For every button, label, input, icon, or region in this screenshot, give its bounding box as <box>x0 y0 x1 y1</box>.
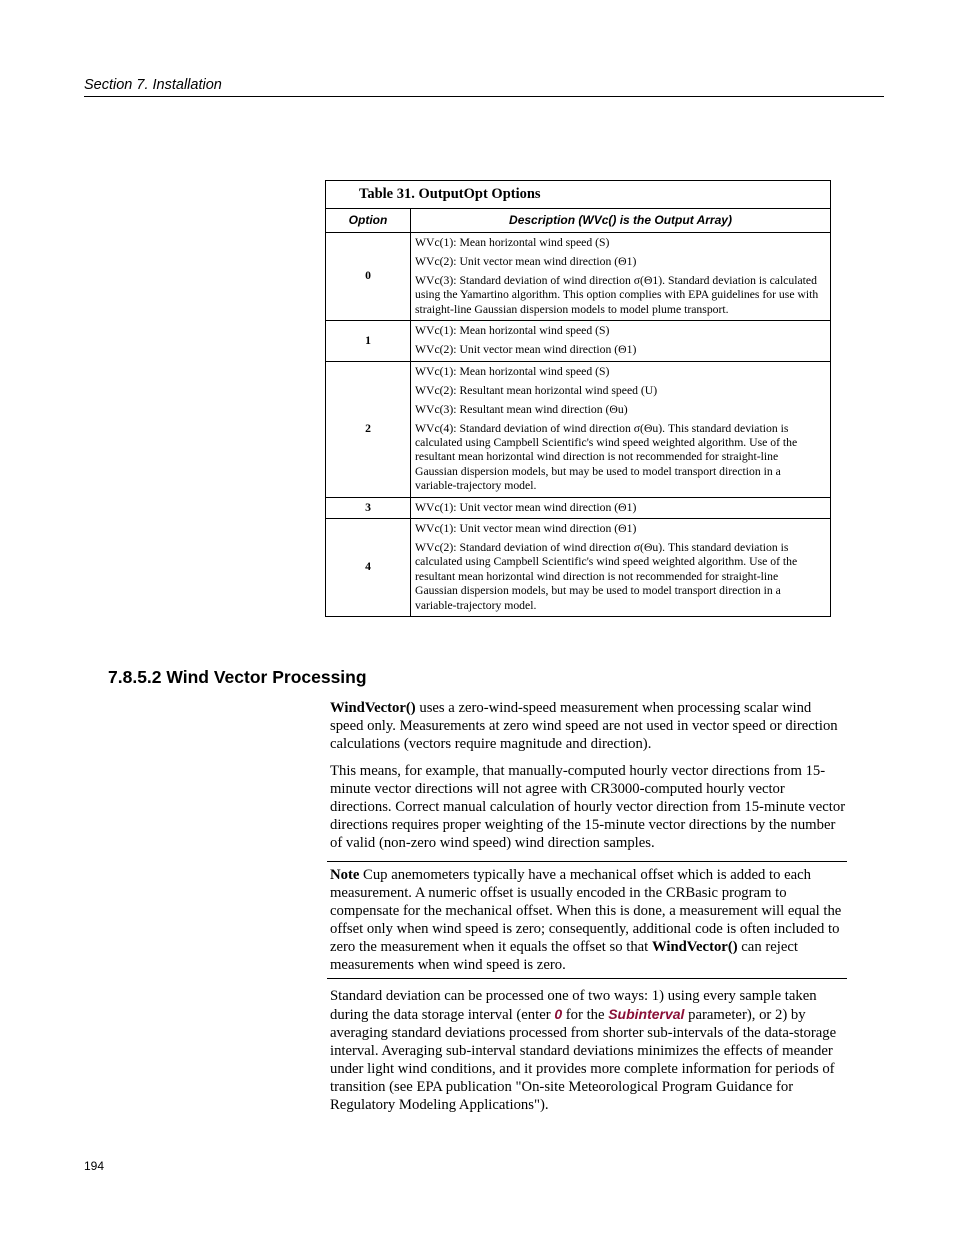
code-keyword: WindVector() <box>651 939 738 955</box>
running-header: Section 7. Installation <box>84 77 884 97</box>
description-line: WVc(3): Standard deviation of wind direction σ(Θ1). Standard deviation is calculated using the Yamartino algorithm. This option complies with EPA guidelines for use with straight-line Gaussian dispersion models to model plume transport. <box>415 274 819 316</box>
option-value: 1 <box>326 321 411 361</box>
paragraph-text: uses a zero-wind-speed measurement when processing scalar wind speed only. Measurements at zero wind speed are not used in vector speed or direction calculations (vectors require magnitude and direction). <box>330 700 838 752</box>
description-line: WVc(3): Resultant mean wind direction (Θu) <box>415 402 628 416</box>
description-line: WVc(1): Mean horizontal wind speed (S) <box>415 324 610 338</box>
table-row <box>326 233 831 321</box>
option-value: 0 <box>326 233 411 321</box>
table-row <box>326 497 831 518</box>
paragraph-text: Standard deviation can be processed one of two ways: 1) using every sample taken during the data storage interval (enter <box>330 988 817 1023</box>
column-header-option: Option <box>326 209 411 233</box>
page-number: 194 <box>84 1159 105 1173</box>
table-caption: Table 31. OutputOpt Options <box>326 181 831 209</box>
parameter-keyword: 0 <box>554 1006 563 1022</box>
note-text: Cup anemometers typically have a mechanical offset which is added to each measurement. A numeric offset is usually encoded in the CRBasic program to compensate for the mechanical offset. When this is done, a measurement will equal the offset only when wind speed is zero; consequently, additional code is often included to zero the measurement when it equals the offset so that <box>330 867 842 955</box>
outputopt-options-table <box>325 180 831 617</box>
note-label: Note <box>330 867 360 883</box>
option-description <box>411 497 831 518</box>
note-text-end: can reject measurements when wind speed is zero. <box>330 939 798 973</box>
description-line: WVc(2): Resultant mean horizontal wind speed (U) <box>415 383 658 397</box>
table-row <box>326 519 831 617</box>
paragraph-standard-deviation <box>330 987 848 1114</box>
paragraph-text: parameter), or 2) by averaging standard deviations processed from shorter sub-intervals of the data-storage interval. Averaging sub-interval standard deviations minimizes the effects of meander under light wind conditions, and it provides more complete information for periods of transition (see EPA publication "On-site Meteorological Program Guidance for Regulatory Modeling Applications"). <box>330 1007 837 1113</box>
section-heading: 7.8.5.2 Wind Vector Processing <box>108 667 367 687</box>
option-value: 2 <box>326 361 411 497</box>
description-line: WVc(2): Unit vector mean wind direction (Θ1) <box>415 255 637 268</box>
option-description <box>411 361 831 497</box>
table-row <box>326 361 831 497</box>
description-line: WVc(2): Standard deviation of wind direction σ(Θu). This standard deviation is calculated using Campbell Scientific's wind speed weighted algorithm. Use of the resultant mean horizontal wind direction is not recommended for straight-line Gaussian dispersion models, but may be used to model transport direction in a variable-trajectory model. <box>415 541 798 612</box>
paragraph-text: for the <box>562 1007 609 1023</box>
description-line: WVc(1): Mean horizontal wind speed (S) <box>415 236 610 249</box>
paragraph-windvector-intro <box>330 699 848 753</box>
parameter-keyword: Subinterval <box>608 1006 685 1022</box>
column-header-description: Description (WVc() is the Output Array) <box>411 209 831 233</box>
description-line: WVc(1): Unit vector mean wind direction (Θ1) <box>415 500 637 514</box>
code-keyword: WindVector() <box>330 700 416 716</box>
option-value: 3 <box>326 497 411 518</box>
description-line: WVc(4): Standard deviation of wind direction σ(Θu). This standard deviation is calculated using Campbell Scientific's wind speed weighted algorithm. Use of the resultant mean horizontal wind direction is not recommended for straight-line Gaussian dispersion models, but may be used to model transport direction in a variable-trajectory model. <box>415 421 798 493</box>
option-description <box>411 321 831 361</box>
paragraph-vector-directions: This means, for example, that manually-computed hourly vector directions from 15-minute vector directions will not agree with CR3000-computed hourly vector directions. Correct manual calculation of hourly vector direction from 15-minute vector directions requires proper weighting of the 15-minute vector directions by the number of valid (non-zero wind speed) wind direction samples. <box>330 763 846 851</box>
option-description <box>411 519 831 617</box>
description-line: WVc(1): Unit vector mean wind direction (Θ1) <box>415 522 637 536</box>
table-row <box>326 321 831 361</box>
description-line: WVc(2): Unit vector mean wind direction (Θ1) <box>415 343 637 357</box>
option-value: 4 <box>326 519 411 617</box>
option-description <box>411 233 831 321</box>
note-box <box>327 861 847 979</box>
description-line: WVc(1): Mean horizontal wind speed (S) <box>415 364 610 378</box>
